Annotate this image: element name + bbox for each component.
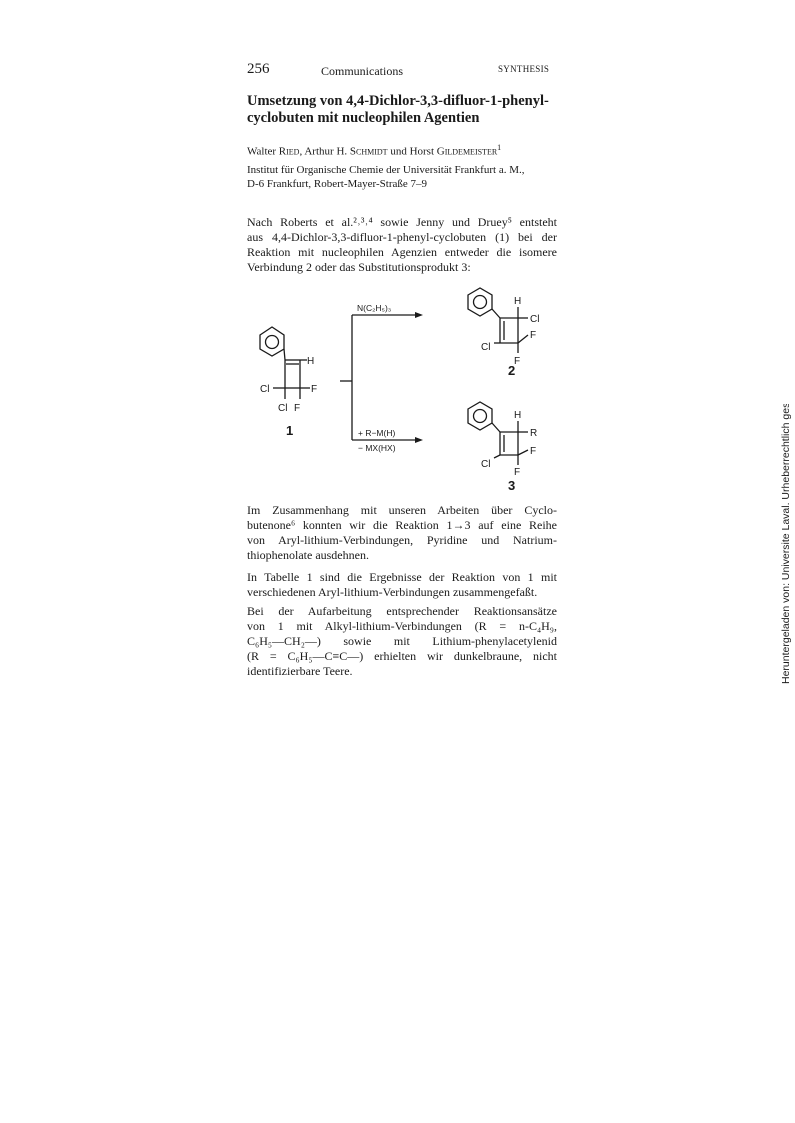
atom-label: F	[514, 467, 521, 478]
paragraph-table-ref	[247, 570, 557, 600]
paragraph-line: Reaktion mit nucleophilen Agenzien entweder die isomere	[247, 245, 557, 259]
download-watermark	[775, 404, 795, 684]
paragraph-line: In Tabelle 1 sind die Ergebnisse der Reaktion von 1 mit	[247, 570, 557, 584]
compound-label-1: 1	[286, 423, 294, 438]
title-line-2: cyclobuten mit nucleophilen Agentien	[247, 110, 480, 126]
paragraph-line: thiophenolate ausdehnen.	[247, 548, 369, 562]
author-1-first: Walter	[247, 145, 279, 158]
compound-label-3: 3	[508, 478, 516, 493]
author-2-first: , Arthur H.	[299, 145, 350, 158]
paragraph-line: aus 4,4-Dichlor-3,3-difluor-1-phenyl-cyclobuten (1) bei der	[247, 230, 557, 244]
atom-label: F	[530, 330, 537, 341]
author-2-last: Schmidt	[349, 145, 388, 158]
paragraph-line: Verbindung 2 oder das Substitutionsprodukt 3:	[247, 260, 471, 274]
paragraph-line: verschiedenen Aryl-lithium-Verbindungen zusammengefaßt.	[247, 585, 538, 599]
reagent-top: N(C₂H₅)₃	[357, 303, 392, 313]
atom-label: Cl	[260, 384, 270, 395]
article-title	[247, 93, 557, 127]
author-footnote-mark: 1	[497, 143, 502, 152]
atom-label: H	[514, 296, 522, 307]
compound-label-2: 2	[508, 363, 516, 378]
affiliation-line-2: D-6 Frankfurt, Robert-Mayer-Straße 7–9	[247, 178, 428, 190]
paragraph-line: C₆H₅—CH₂—) sowie mit Lithium-phenylacetylenid	[247, 634, 557, 648]
watermark-text: Heruntergeladen von: Universite Laval. Urheberrechtlich geschützt.	[780, 404, 792, 684]
reagent-bottom-2: − MX(HX)	[358, 443, 396, 453]
reagent-bottom-1: + R−M(H)	[358, 428, 396, 438]
section-title: Communications	[321, 64, 403, 78]
atom-label: H	[514, 410, 522, 421]
atom-label: Cl	[481, 342, 491, 353]
paragraph-line: Nach Roberts et al.²˒³˒⁴ sowie Jenny und Druey⁵ entsteht	[247, 215, 557, 229]
atom-label: F	[514, 356, 521, 367]
atom-label: H	[307, 356, 315, 367]
paragraph-line: Im Zusammenhang mit unseren Arbeiten über Cyclo-	[247, 503, 557, 517]
atom-label: Cl	[530, 314, 540, 325]
page-number: 256	[247, 61, 270, 77]
paragraph-workup	[247, 604, 557, 679]
paragraph-line: von 1 mit Alkyl-lithium-Verbindungen (R = n-C₄H₉,	[247, 619, 557, 633]
journal-name: SYNTHESIS	[498, 64, 550, 74]
paragraph-line: identifizierbare Teere.	[247, 664, 353, 678]
author-3-last: Gildemeister	[436, 145, 498, 158]
atom-label: F	[530, 446, 537, 457]
affiliation	[247, 163, 567, 191]
reaction-scheme	[240, 285, 560, 495]
atom-label: F	[294, 403, 301, 414]
title-line-1: Umsetzung von 4,4-Dichlor-3,3-difluor-1-phenyl-	[247, 93, 549, 109]
atom-label: F	[311, 384, 318, 395]
author-line	[247, 141, 577, 159]
atom-label: Cl	[278, 403, 288, 414]
atom-label: Cl	[481, 459, 491, 470]
affiliation-line-1: Institut für Organische Chemie der Universität Frankfurt a. M.,	[247, 164, 525, 176]
author-1-last: Ried	[278, 145, 300, 158]
paragraph-line: von Aryl-lithium-Verbindungen, Pyridine und Natrium-	[247, 533, 557, 547]
paragraph-line: butenone⁶ konnten wir die Reaktion 1→3 auf eine Reihe	[247, 518, 557, 532]
atom-label: R	[530, 428, 538, 439]
paragraph-line: (R = C₆H₅—C≡C—) erhielten wir dunkelbraune, nicht	[247, 649, 557, 663]
paragraph-line: Bei der Aufarbeitung entsprechender Reaktionsansätze	[247, 604, 557, 618]
author-3-first: und Horst	[387, 145, 437, 158]
paragraph-context	[247, 503, 557, 563]
paragraph-intro	[247, 215, 557, 275]
